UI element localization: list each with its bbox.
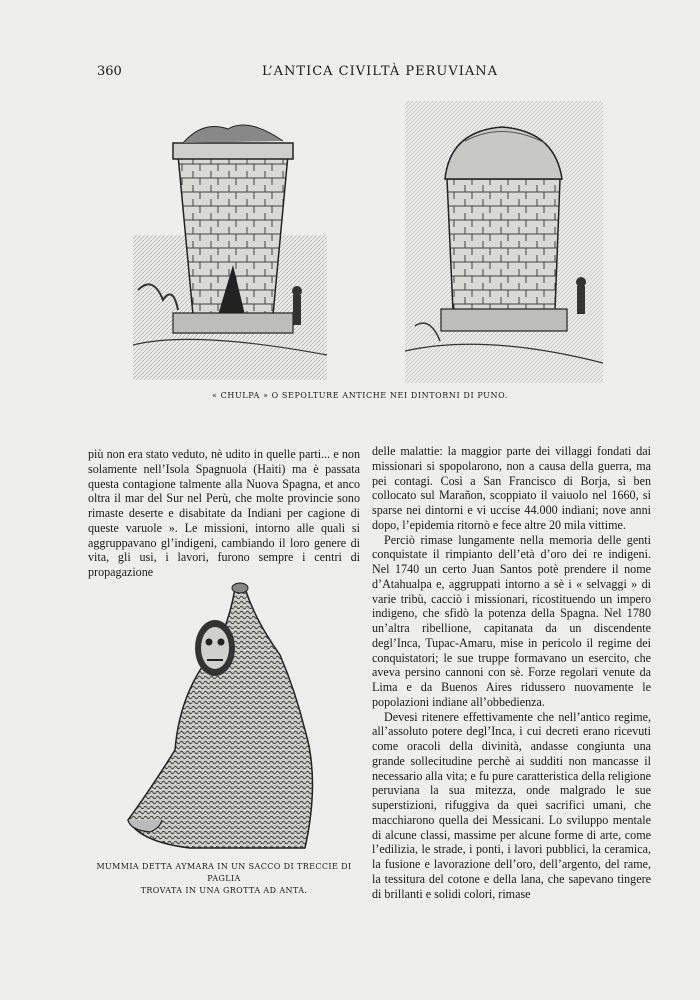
chulpa-round-tower-engraving (133, 115, 327, 380)
left-text-column (88, 447, 360, 580)
right-paragraph-2: Perciò rimase lungamente nella memoria delle genti conquistate il rimpianto dell’età d’oro dei re indigeni. Nel 1740 un certo Juan Santos potè prendere il nome d’Atahualpa e, aggruppati intorno a sè i « selvaggi » di varie tribù, cacciò i missionari, ricostituendo un impero indigeno, che sfidò la potenza della Spagna. Nel 1780 un’altra ribellione, capitanata da un discendente degl’Inca, Tupac-Amaru, mise in pericolo il regime dei conquistatori; le sue truppe formavano un esercito, che aveva persino cannoni con sè. Forze regolari venute da Lima e da Buenos Aires ridussero nuovamente le popolazioni indiane all’obbedienza. (372, 532, 651, 709)
running-title: L’ANTICA CIVILTÀ PERUVIANA (262, 64, 498, 79)
mummy-caption-line-2: TROVATA IN UNA GROTTA AD ANTA. (140, 886, 308, 895)
left-paragraph: più non era stato veduto, nè udito in quelle parti... e non solamente nell’Isola Spagnuola (Haiti) ma è passata questa contagione talmente alla Nuova Spagna, et anco oltra il mar del Sur nel Perù, che molte provincie sono rimaste deserte e disabitate da Indiani per cagione di queste varuole ». Le missioni, intorno alle quali si aggruppavano gl’indigeni, cambiando il loro genere di vita, gli usi, i lavori, furono sempre i centri di propagazione (88, 447, 360, 579)
mummy-figure-caption (84, 861, 364, 897)
page-number: 360 (97, 64, 122, 79)
aymara-mummy-engraving (120, 580, 320, 855)
right-paragraph-1: delle malattie: la maggior parte dei villaggi fondati dai missionari si spopolarono, non a causa della guerra, ma pei contagi. Così a San Francisco di Borja, sì ben collocato sul Marañon, scoppiato il vaiuolo nel 1660, si sparse nei dintorni e vi uccise 44.000 indiani; nove anni dopo, l’epidemia ritornò e fece altre 20 mila vittime. (372, 444, 651, 532)
chulpa-figure-caption: « CHULPA » O SEPOLTURE ANTICHE NEI DINTORNI DI PUNO. (212, 391, 508, 400)
right-paragraph-3: Devesi ritenere effettivamente che nell’antico regime, all’assoluto potere degl’Inca, i cui decreti erano ricevuti come oracoli della divinità, andasse congiunta una grande sollecitudine perchè ai sudditi non mancasse il necessario alla vita; e fu pure caratteristica della religione peruviana la sua mitezza, onde malgrado le sue superstizioni, rifuggiva da quei sacrifici umani, che macchiarono quella dei Messicani. Lo sviluppo mentale di alcune classi, massime per alcune forme di arte, come l’edilizia, le strade, i ponti, i lavori pubblici, la ceramica, la fusione e lavorazione dell’oro, dell’argento, del rame, la tessitura del cotone e della lana, che sapevano tingere di brillanti e solidi colori, rimase (372, 709, 651, 901)
mummy-caption-line-1: MUMMIA DETTA AYMARA IN UN SACCO DI TRECCIE DI PAGLIA (96, 862, 352, 883)
right-text-column (372, 444, 651, 901)
chulpa-square-tower-engraving (405, 101, 603, 383)
